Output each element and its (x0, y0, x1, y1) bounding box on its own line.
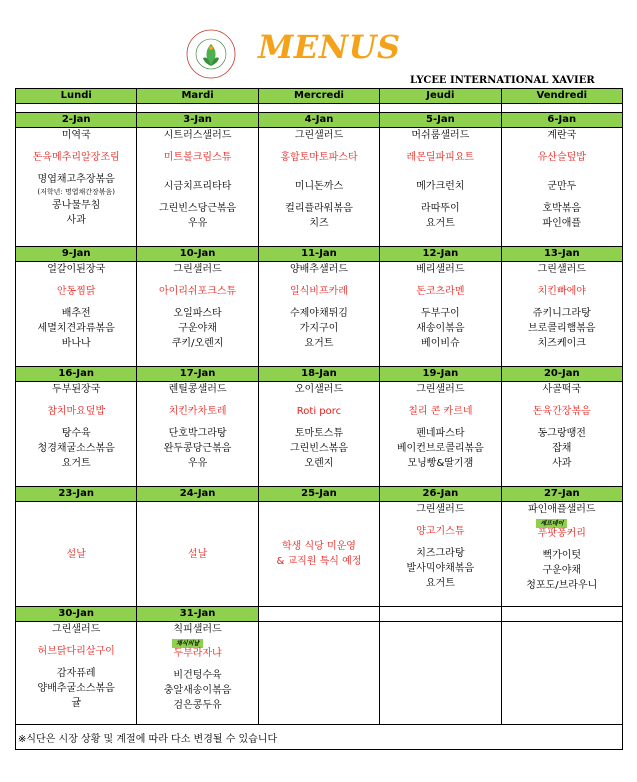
date-cell: 18-Jan (258, 367, 379, 382)
side-dish: 그린빈스볶음 (289, 443, 348, 454)
menu-cell (501, 622, 622, 725)
notice-line: 학생 식당 미운영 (281, 541, 356, 552)
date-row (16, 367, 623, 382)
menu-cell (501, 382, 622, 487)
side-dish: 완두콩당근볶음 (163, 443, 232, 454)
side-dish: 세멸치견과류볶음 (37, 323, 115, 334)
date-cell: 24-Jan (137, 487, 258, 502)
menu-cell (16, 128, 137, 247)
side-dish: 군만두 (547, 181, 577, 192)
side-dish: 발사믹야채볶음 (406, 563, 475, 574)
school-name: LYCEE INTERNATIONAL XAVIER (410, 75, 595, 86)
side-dish: 시금치프리타타 (163, 181, 232, 192)
side-dish: 토마토스튜 (294, 428, 344, 439)
side-dish: 두부구이 (421, 308, 460, 319)
dessert: 우유 (187, 458, 208, 469)
dessert: 우유 (187, 218, 208, 229)
date-cell: 13-Jan (501, 247, 622, 262)
side-dish: 구운야채 (178, 323, 217, 334)
footer-note: ※식단은 시장 상황 및 계절에 따라 다소 변경될 수 있습니다 (16, 725, 623, 750)
side-dish: 미니돈까스 (294, 181, 344, 192)
vegetarian-day-badge: 채식의날 (172, 639, 203, 648)
side-dish: 그린빈스당근볶음 (158, 203, 237, 214)
main-dish: 일식비프카레 (289, 286, 348, 297)
date-cell (258, 607, 379, 622)
side-dish: 베이컨브로콜리볶음 (396, 443, 484, 454)
menu-cell (501, 128, 622, 247)
dessert: 모닝빵&딸기잼 (407, 458, 474, 469)
menu-cell (380, 502, 501, 607)
side-dish: 라따뚜이 (421, 203, 460, 214)
side-dish: 콩나물무침 (52, 200, 101, 211)
weekday-header: Mercredi (258, 89, 379, 104)
menu-row (16, 622, 623, 725)
starter: 계란국 (547, 130, 577, 141)
starter: 베리샐러드 (416, 264, 465, 275)
main-dish: 돈육간장볶음 (532, 406, 591, 417)
side-dish: 새송이볶음 (416, 323, 465, 334)
main-dish: 두부라자냐 (173, 648, 222, 659)
date-cell: 20-Jan (501, 367, 622, 382)
starter: 그린샐러드 (173, 264, 222, 275)
starter: 양배추샐러드 (289, 264, 348, 275)
side-dish: 메가크런치 (416, 181, 465, 192)
date-cell: 23-Jan (16, 487, 137, 502)
chef-day-badge: 셰프데이 (536, 519, 567, 528)
weekday-header: Lundi (16, 89, 137, 104)
holiday-label: 설날 (187, 548, 208, 560)
dessert: 요거트 (425, 218, 455, 229)
date-cell: 27-Jan (501, 487, 622, 502)
date-cell: 26-Jan (380, 487, 501, 502)
date-cell: 17-Jan (137, 367, 258, 382)
date-cell: 11-Jan (258, 247, 379, 262)
date-cell: 2-Jan (16, 113, 137, 128)
weekday-header: Jeudi (380, 89, 501, 104)
menu-cell (258, 502, 379, 607)
date-cell (501, 607, 622, 622)
side-dish: 명엽채고추장볶음 (37, 174, 115, 185)
menu-cell (380, 262, 501, 367)
dessert: 요거트 (425, 578, 455, 589)
menu-table (15, 88, 623, 750)
starter: 두부된장국 (52, 384, 101, 395)
date-row (16, 487, 623, 502)
main-dish: 미트볼크림스튜 (163, 152, 232, 163)
dessert: 사과 (552, 458, 572, 469)
dessert: 오렌지 (304, 458, 334, 469)
side-dish: 호박볶음 (542, 203, 582, 214)
menu-cell (380, 622, 501, 725)
starter: 그린샐러드 (416, 384, 465, 395)
side-dish: 가지구이 (299, 323, 339, 334)
notice-line: & 교직원 특식 예정 (276, 556, 362, 567)
main-dish: Roti porc (296, 406, 342, 417)
starter: 머쉬룸샐러드 (411, 130, 470, 141)
menu-row (16, 262, 623, 367)
side-dish: 감자퓨레 (56, 668, 96, 679)
main-dish: 안동찜닭 (56, 286, 96, 297)
menu-cell (258, 622, 379, 725)
side-dish: 컬리플라워볶음 (285, 203, 353, 214)
main-dish: 유산슬덮밥 (537, 152, 586, 163)
starter: 시트러스샐러드 (163, 130, 232, 141)
dessert: 쿠키/오렌지 (171, 338, 224, 349)
menu-row (16, 128, 623, 247)
starter: 미역국 (61, 130, 91, 141)
dessert: 파인애플 (542, 218, 582, 229)
date-row (16, 607, 623, 622)
menu-cell (137, 262, 258, 367)
starter: 렌틸콩샐러드 (168, 384, 227, 395)
date-cell: 16-Jan (16, 367, 137, 382)
side-dish: 단호박그라탕 (168, 428, 227, 439)
menu-cell (137, 622, 258, 725)
menu-cell (258, 128, 379, 247)
main-dish: 아이리쉬포크스튜 (158, 286, 237, 297)
dessert: 치즈 (309, 218, 329, 229)
side-dish: 구운야채 (542, 565, 582, 576)
side-dish: 충알새송이볶음 (163, 685, 232, 696)
dessert: 귤 (71, 698, 82, 709)
dessert: 치즈케이크 (537, 338, 586, 349)
weekday-header-row (16, 89, 623, 104)
date-cell (380, 607, 501, 622)
main-dish: 허브닭다리살구이 (37, 646, 115, 657)
menu-cell (16, 262, 137, 367)
menu-row (16, 382, 623, 487)
page-header (0, 0, 637, 88)
date-cell: 9-Jan (16, 247, 137, 262)
menu-cell (137, 382, 258, 487)
side-dish: 잡채 (552, 443, 572, 454)
side-dish: 오일파스타 (173, 308, 222, 319)
dessert: 요거트 (304, 338, 334, 349)
main-dish: 돈코츠라멘 (416, 286, 465, 297)
side-dish: 브로콜리햄볶음 (527, 323, 596, 334)
main-dish: 홍합토마토파스타 (280, 152, 358, 163)
date-cell: 25-Jan (258, 487, 379, 502)
main-dish: 푸팟퐁커리 (537, 528, 586, 539)
main-dish: 양고기스튜 (416, 526, 465, 537)
starter: 오이샐러드 (294, 384, 344, 395)
dessert: 베이비슈 (421, 338, 460, 349)
date-row (16, 113, 623, 128)
dessert: 바나나 (61, 338, 91, 349)
main-dish: 치킨빠에야 (537, 286, 586, 297)
dessert: 청포도/브라우니 (526, 580, 598, 591)
side-dish: 배추전 (61, 308, 91, 319)
footer-row (16, 725, 623, 750)
dessert: 사과 (66, 215, 86, 226)
starter: 사골떡국 (542, 384, 582, 395)
side-dish: 양배추굴소스볶음 (37, 683, 115, 694)
side-dish: 펜네파스타 (416, 428, 465, 439)
main-dish: 치킨카차토레 (168, 406, 227, 417)
menu-cell (501, 502, 622, 607)
date-cell: 19-Jan (380, 367, 501, 382)
side-dish: 쥬키니그라탕 (532, 308, 591, 319)
main-dish: 레몬딜파피요트 (406, 152, 475, 163)
starter: 그린샐러드 (537, 264, 586, 275)
side-note: (저학년: 명엽채간장볶음) (37, 188, 116, 196)
side-dish: 치즈그라탕 (416, 548, 465, 559)
starter: 그린샐러드 (52, 624, 101, 635)
menu-cell (16, 502, 137, 607)
starter: 칙피샐러드 (173, 624, 222, 635)
date-cell: 12-Jan (380, 247, 501, 262)
spacer-row (16, 104, 623, 113)
weekday-header: Mardi (137, 89, 258, 104)
menu-cell (137, 128, 258, 247)
starter: 파인애플샐러드 (527, 504, 596, 515)
side-dish: 탕수육 (61, 428, 91, 439)
side-dish: 수제야채튀김 (289, 308, 348, 319)
side-dish: 동그랑땡전 (537, 428, 586, 439)
dessert: 요거트 (61, 458, 91, 469)
date-cell: 4-Jan (258, 113, 379, 128)
dessert: 검은콩두유 (173, 700, 222, 711)
menu-cell (501, 262, 622, 367)
menu-cell (16, 622, 137, 725)
date-cell: 5-Jan (380, 113, 501, 128)
side-dish: 비건텅수육 (173, 670, 222, 681)
main-dish: 칠리 콘 카르네 (408, 406, 473, 417)
menu-cell (380, 382, 501, 487)
school-logo-icon (185, 28, 237, 80)
weekday-header: Vendredi (501, 89, 622, 104)
starter: 그린샐러드 (294, 130, 344, 141)
main-dish: 참치마요덮밥 (47, 406, 106, 417)
date-cell: 30-Jan (16, 607, 137, 622)
main-dish: 돈육메추리알장조림 (32, 152, 120, 163)
date-row (16, 247, 623, 262)
menu-row (16, 502, 623, 607)
starter: 그린샐러드 (416, 504, 465, 515)
starter: 얼갈이된장국 (47, 264, 106, 275)
date-cell: 10-Jan (137, 247, 258, 262)
date-cell: 6-Jan (501, 113, 622, 128)
holiday-label: 설날 (66, 548, 86, 560)
menu-cell (258, 262, 379, 367)
date-cell: 3-Jan (137, 113, 258, 128)
menu-cell (137, 502, 258, 607)
menu-cell (16, 382, 137, 487)
side-dish: 청경채굴소스볶음 (37, 443, 115, 454)
date-cell: 31-Jan (137, 607, 258, 622)
menu-cell (380, 128, 501, 247)
page-title: MENUS (258, 28, 401, 66)
menu-cell (258, 382, 379, 487)
side-dish: 뻑가이텃 (542, 550, 582, 561)
